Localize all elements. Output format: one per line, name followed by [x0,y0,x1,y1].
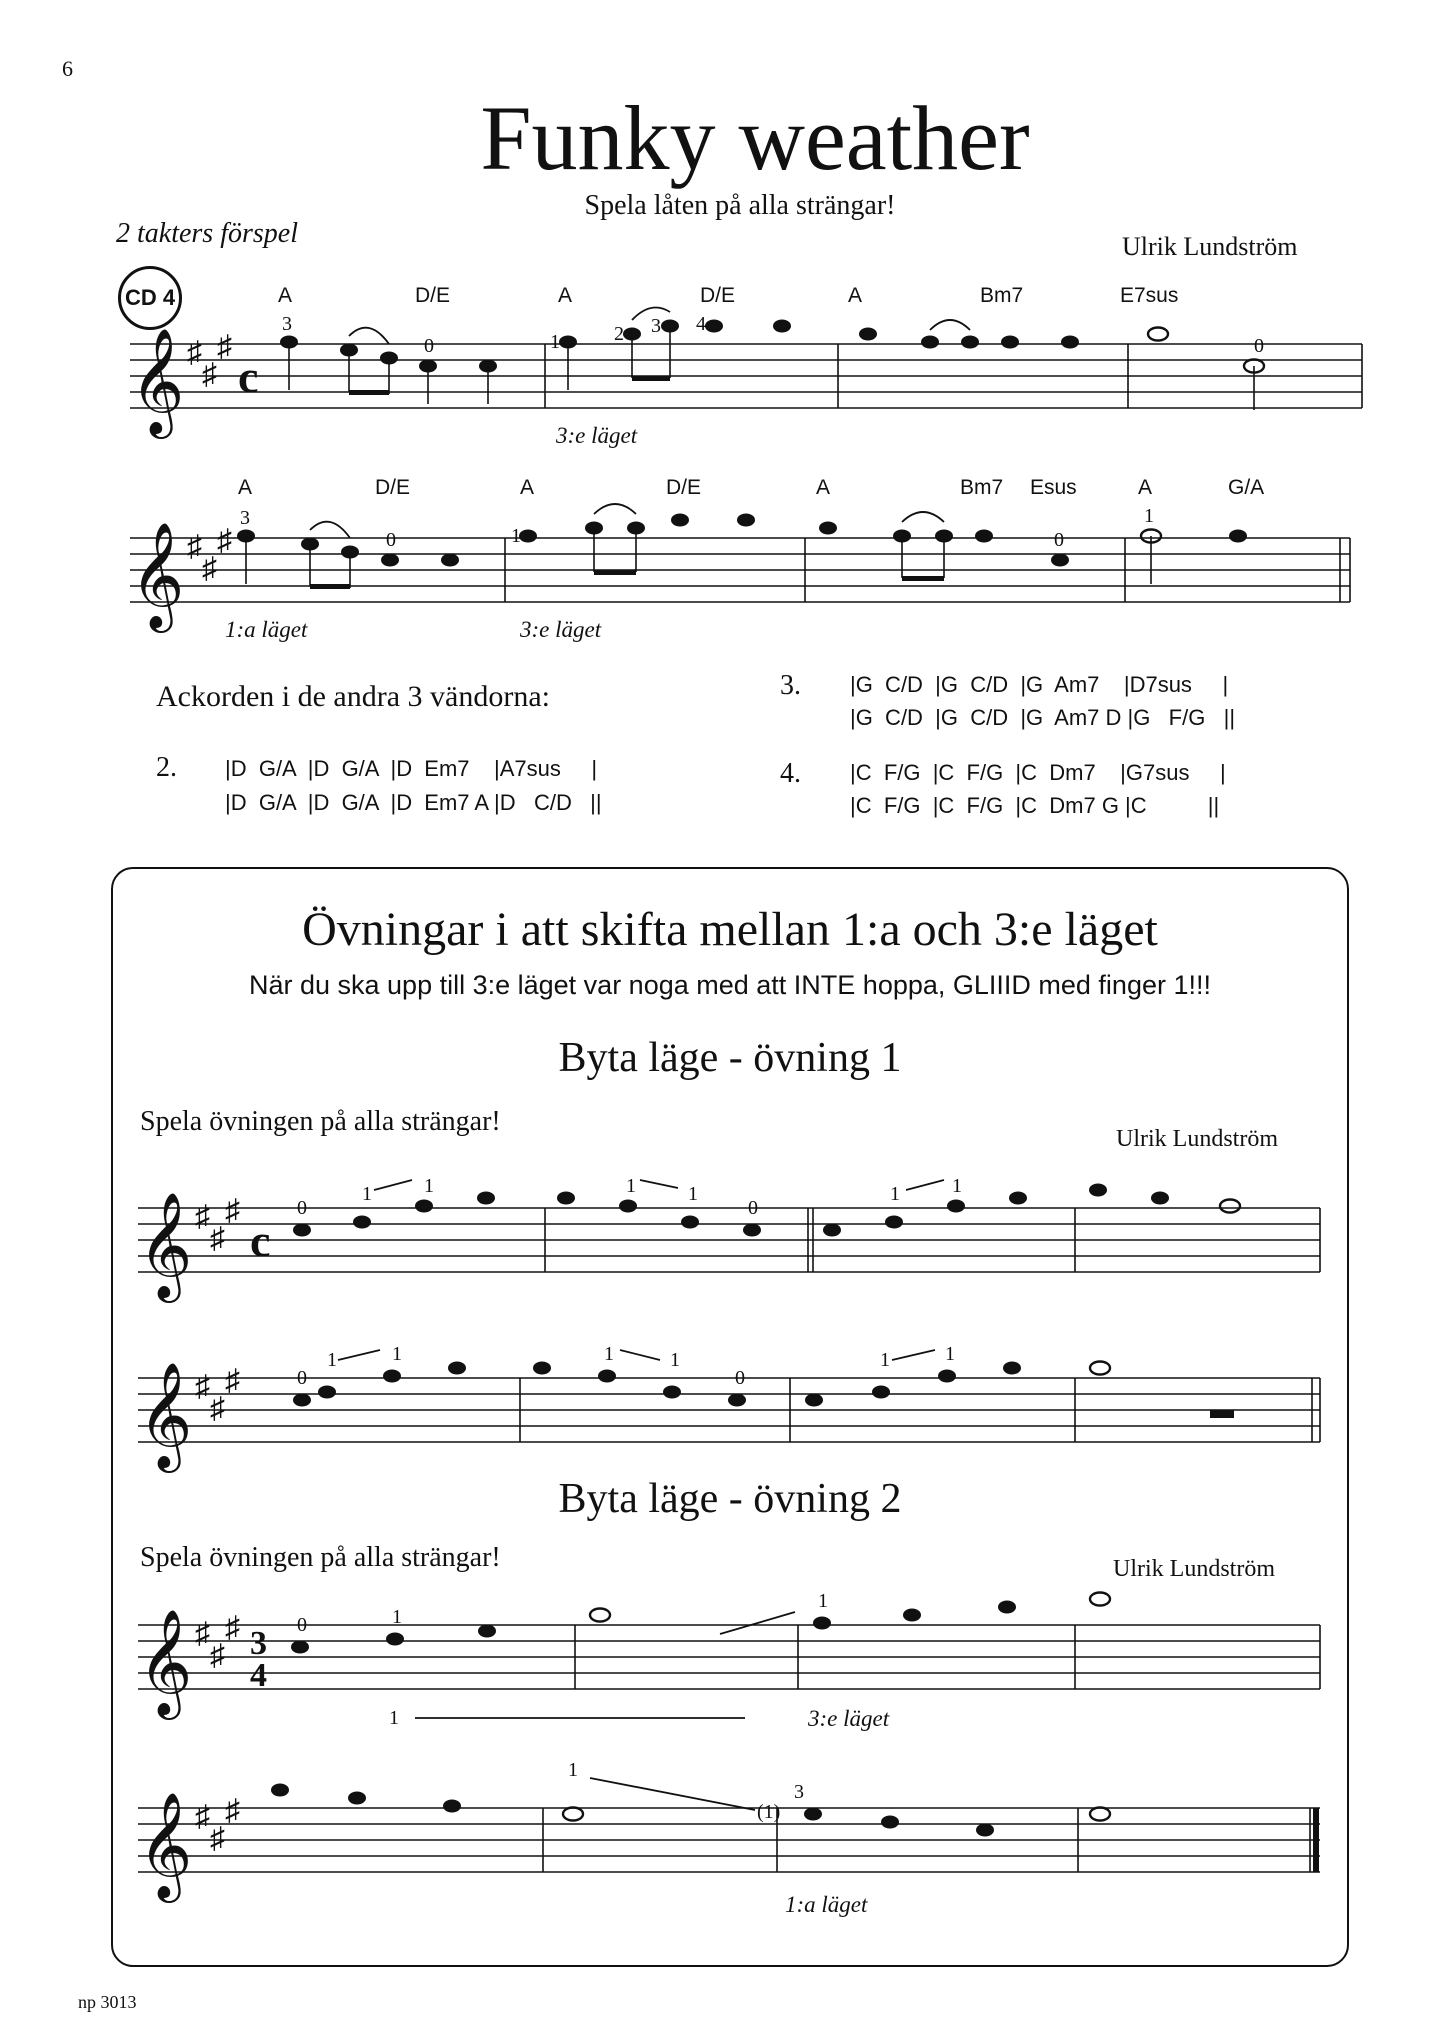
svg-text:3: 3 [250,1625,267,1662]
position-marker: 3:e läget [556,423,638,448]
svg-text:(1): (1) [757,1801,781,1823]
svg-text:♯: ♯ [195,1800,210,1833]
exercise-2-composer: Ulrik Lundström [1113,1556,1275,1582]
chord-symbol: A [278,284,293,307]
svg-text:1: 1 [511,525,521,547]
svg-text:♯: ♯ [225,1611,240,1644]
svg-text:1: 1 [688,1183,698,1205]
svg-text:𝄞: 𝄞 [130,330,185,432]
exercise-1-title: Byta läge - övning 1 [558,1035,902,1081]
chord-symbol: A [848,284,863,307]
svg-text:𝄞: 𝄞 [138,1794,193,1896]
chord-symbol: D/E [375,476,411,499]
chord-symbol: Bm7 [980,284,1024,307]
svg-text:𝄞: 𝄞 [138,1611,193,1713]
position-marker: 1:a läget [785,1892,868,1917]
svg-text:♯: ♯ [225,1794,240,1827]
svg-text:♯: ♯ [225,1194,240,1227]
exercise-2-title: Byta läge - övning 2 [558,1476,902,1522]
svg-text:1: 1 [424,1175,434,1197]
page-title: Funky weather [480,87,1030,189]
svg-text:0: 0 [1054,529,1064,551]
svg-text:1: 1 [550,331,560,353]
chord-symbol: E7sus [1120,284,1179,307]
svg-text:0: 0 [297,1197,307,1219]
footer-code: np 3013 [78,1992,137,2012]
svg-text:0: 0 [297,1614,307,1636]
svg-text:1: 1 [604,1343,614,1365]
chord-symbol: A [558,284,573,307]
svg-text:4: 4 [250,1657,267,1694]
svg-text:♯: ♯ [195,1617,210,1650]
chord-progression-line: |D G/A |D G/A |D Em7 A |D C/D || [225,790,602,815]
chord-progression-line: |C F/G |C F/G |C Dm7 G |C || [850,793,1220,818]
chord-symbol: A [816,476,831,499]
svg-text:1: 1 [1144,505,1154,527]
svg-text:1: 1 [327,1349,337,1371]
svg-text:4: 4 [696,313,706,335]
svg-text:♯: ♯ [210,1639,225,1672]
composer-credit: Ulrik Lundström [1122,232,1298,261]
chord-symbol: Esus [1030,476,1077,499]
svg-text:𝄞: 𝄞 [138,1194,193,1296]
svg-text:1: 1 [568,1759,578,1781]
svg-text:3: 3 [794,1781,804,1803]
svg-text:1: 1 [890,1183,900,1205]
exercise-2-instruction: Spela övningen på alla strängar! [140,1542,501,1573]
chord-progression-line: |C F/G |C F/G |C Dm7 |G7sus | [850,760,1226,785]
chord-symbol: D/E [666,476,702,499]
page-number: 6 [62,56,73,81]
svg-text:1: 1 [880,1349,890,1371]
chord-symbol: A [238,476,253,499]
svg-text:♯: ♯ [195,1200,210,1233]
svg-text:1: 1 [392,1343,402,1365]
chord-progression-line: |G C/D |G C/D |G Am7 D |G F/G || [850,705,1236,730]
svg-text:c: c [238,351,259,402]
exercise-panel [111,867,1349,1967]
svg-text:1: 1 [392,1606,402,1628]
chord-symbol: Bm7 [960,476,1004,499]
svg-text:♯: ♯ [210,1822,225,1855]
verse-number: 2. [156,752,177,783]
svg-text:1: 1 [626,1175,636,1197]
svg-text:3: 3 [651,315,661,337]
svg-text:♯: ♯ [187,336,202,369]
svg-text:3: 3 [240,507,250,529]
position-marker: 3:e läget [520,617,602,642]
svg-text:1: 1 [945,1343,955,1365]
position-marker: 3:e läget [808,1706,890,1731]
svg-text:1: 1 [952,1175,962,1197]
svg-text:0: 0 [748,1197,758,1219]
chord-symbol: G/A [1228,476,1265,499]
chord-symbol: D/E [700,284,736,307]
chord-symbol: A [1138,476,1153,499]
svg-text:♯: ♯ [225,1364,240,1397]
chords-heading: Ackorden i de andra 3 vändorna: [156,680,551,713]
svg-text:♯: ♯ [187,530,202,563]
svg-text:♯: ♯ [217,330,232,363]
svg-text:2: 2 [614,323,624,345]
chord-symbol: D/E [415,284,451,307]
svg-text:♯: ♯ [195,1370,210,1403]
cd-track-badge: CD 4 [118,266,182,330]
svg-text:3: 3 [282,313,292,335]
svg-text:0: 0 [386,529,396,551]
chord-progression-line: |G C/D |G C/D |G Am7 |D7sus | [850,672,1229,697]
verse-number: 3. [780,670,801,701]
intro-note: 2 takters förspel [116,218,298,249]
subtitle: Spela låten på alla strängar! [584,190,896,221]
svg-text:♯: ♯ [210,1222,225,1255]
chord-symbol: A [520,476,535,499]
svg-text:♯: ♯ [202,358,217,391]
position-marker: 1:a läget [225,617,308,642]
exercise-heading: Övningar i att skifta mellan 1:a och 3:e läget [302,903,1158,956]
svg-text:0: 0 [424,335,434,357]
exercise-1-instruction: Spela övningen på alla strängar! [140,1106,501,1137]
svg-text:1: 1 [670,1349,680,1371]
svg-text:0: 0 [1254,335,1264,357]
svg-text:𝄞: 𝄞 [138,1364,193,1466]
svg-text:1: 1 [362,1183,372,1205]
svg-text:0: 0 [735,1367,745,1389]
verse-number: 4. [780,758,801,789]
svg-text:0: 0 [297,1367,307,1389]
svg-text:♯: ♯ [210,1392,225,1425]
svg-text:𝄞: 𝄞 [130,524,185,626]
svg-text:c: c [250,1215,271,1266]
exercise-1-composer: Ulrik Lundström [1116,1126,1278,1152]
svg-text:1: 1 [818,1590,828,1612]
svg-text:1: 1 [389,1707,399,1729]
svg-text:♯: ♯ [202,552,217,585]
exercise-instruction: När du ska upp till 3:e läget var noga med att INTE hoppa, GLIIID med finger 1!!! [248,970,1211,1000]
svg-text:♯: ♯ [217,524,232,557]
chord-progression-line: |D G/A |D G/A |D Em7 |A7sus | [225,756,598,781]
